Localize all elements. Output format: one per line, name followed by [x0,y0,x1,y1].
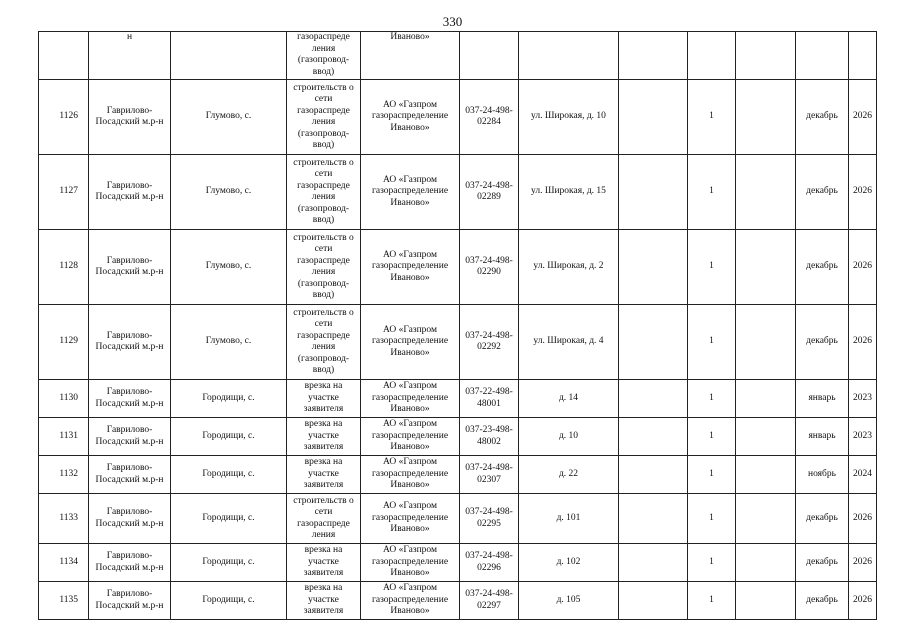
cell-code: 037-23-498-48002 [460,418,519,456]
cell-empty [736,305,796,380]
cell-month: декабрь [796,305,849,380]
cell-empty [619,544,688,582]
cell-address: д. 105 [519,582,619,620]
cell-empty [619,582,688,620]
cell-count [688,32,736,80]
cell-type: врезка на участке заявителя [287,544,361,582]
table-row-continuation [39,32,877,80]
cell-address: д. 10 [519,418,619,456]
cell-num: 1126 [39,80,89,155]
cell-type: врезка на участке заявителя [287,456,361,494]
cell-year: 2023 [849,418,877,456]
cell-count: 1 [688,380,736,418]
cell-org: АО «Газпром газораспределение Иваново» [361,305,460,380]
cell-code: 037-24-498-02296 [460,544,519,582]
cell-district: Гаврилово-Посадский м.р-н [89,80,171,155]
cell-empty [736,418,796,456]
cell-empty [619,155,688,230]
cell-settlement: Городищи, с. [171,494,287,544]
cell-org: АО «Газпром газораспределение Иваново» [361,582,460,620]
cell-code: 037-22-498-48001 [460,380,519,418]
table-row [39,456,877,494]
cell-district: Гаврилово-Посадский м.р-н [89,230,171,305]
cell-code [460,32,519,80]
cell-address: ул. Широкая, д. 15 [519,155,619,230]
cell-empty [736,582,796,620]
cell-org: Иваново» [361,32,460,80]
cell-settlement: Глумово, с. [171,305,287,380]
cell-district: Гаврилово-Посадский м.р-н [89,155,171,230]
table-row [39,155,877,230]
cell-settlement [171,32,287,80]
cell-month: январь [796,418,849,456]
cell-code: 037-24-498-02290 [460,230,519,305]
registry-table [38,31,877,620]
cell-code: 037-24-498-02284 [460,80,519,155]
cell-empty [736,456,796,494]
cell-address: ул. Широкая, д. 10 [519,80,619,155]
cell-empty [736,230,796,305]
cell-empty [619,380,688,418]
cell-address: д. 14 [519,380,619,418]
cell-month: январь [796,380,849,418]
cell-address [519,32,619,80]
cell-org: АО «Газпром газораспределение Иваново» [361,544,460,582]
cell-empty [619,418,688,456]
cell-year: 2026 [849,80,877,155]
cell-num: 1130 [39,380,89,418]
cell-count: 1 [688,456,736,494]
cell-settlement: Городищи, с. [171,418,287,456]
cell-empty [619,230,688,305]
cell-address: д. 102 [519,544,619,582]
cell-settlement: Глумово, с. [171,155,287,230]
cell-org: АО «Газпром газораспределение Иваново» [361,80,460,155]
cell-org: АО «Газпром газораспределение Иваново» [361,230,460,305]
cell-code: 037-24-498-02295 [460,494,519,544]
cell-year [849,32,877,80]
table-row [39,230,877,305]
cell-district: Гаврилово-Посадский м.р-н [89,582,171,620]
cell-month: декабрь [796,80,849,155]
cell-empty [619,32,688,80]
cell-settlement: Городищи, с. [171,380,287,418]
cell-count: 1 [688,494,736,544]
cell-type: врезка на участке заявителя [287,582,361,620]
cell-empty [736,380,796,418]
cell-empty [736,155,796,230]
cell-year: 2026 [849,582,877,620]
cell-month: декабрь [796,155,849,230]
cell-count: 1 [688,230,736,305]
table-row [39,380,877,418]
cell-type: газораспреде ления (газопровод- ввод) [287,32,361,80]
table-row [39,80,877,155]
cell-num: 1134 [39,544,89,582]
cell-settlement: Городищи, с. [171,544,287,582]
cell-empty [619,80,688,155]
cell-year: 2026 [849,230,877,305]
cell-count: 1 [688,155,736,230]
cell-year: 2026 [849,544,877,582]
cell-type: строительств о сети газораспреде ления (газопровод- ввод) [287,155,361,230]
cell-num: 1132 [39,456,89,494]
cell-code: 037-24-498-02289 [460,155,519,230]
cell-month: декабрь [796,494,849,544]
cell-num: 1127 [39,155,89,230]
cell-year: 2026 [849,305,877,380]
cell-address: д. 101 [519,494,619,544]
cell-address: ул. Широкая, д. 2 [519,230,619,305]
cell-empty [736,544,796,582]
cell-empty [619,494,688,544]
cell-type: строительств о сети газораспреде ления [287,494,361,544]
cell-empty [736,494,796,544]
cell-org: АО «Газпром газораспределение Иваново» [361,155,460,230]
cell-settlement: Глумово, с. [171,80,287,155]
cell-type: врезка на участке заявителя [287,418,361,456]
cell-empty [736,80,796,155]
cell-year: 2026 [849,155,877,230]
cell-org: АО «Газпром газораспределение Иваново» [361,494,460,544]
cell-district: Гаврилово-Посадский м.р-н [89,418,171,456]
cell-year: 2023 [849,380,877,418]
cell-address: д. 22 [519,456,619,494]
cell-district: Гаврилово-Посадский м.р-н [89,305,171,380]
cell-count: 1 [688,80,736,155]
cell-count: 1 [688,582,736,620]
cell-address: ул. Широкая, д. 4 [519,305,619,380]
cell-type: строительств о сети газораспреде ления (газопровод- ввод) [287,230,361,305]
cell-num: 1133 [39,494,89,544]
cell-settlement: Городищи, с. [171,582,287,620]
cell-district: Гаврилово-Посадский м.р-н [89,380,171,418]
cell-code: 037-24-498-02292 [460,305,519,380]
cell-num [39,32,89,80]
cell-code: 037-24-498-02297 [460,582,519,620]
cell-year: 2026 [849,494,877,544]
cell-settlement: Глумово, с. [171,230,287,305]
table-row [39,582,877,620]
cell-district: Гаврилово-Посадский м.р-н [89,544,171,582]
table-row [39,305,877,380]
cell-district: Гаврилово-Посадский м.р-н [89,494,171,544]
cell-month: ноябрь [796,456,849,494]
cell-empty [619,305,688,380]
cell-org: АО «Газпром газораспределение Иваново» [361,380,460,418]
cell-district: Гаврилово-Посадский м.р-н [89,456,171,494]
cell-count: 1 [688,305,736,380]
cell-month: декабрь [796,230,849,305]
cell-num: 1128 [39,230,89,305]
page-number: 330 [442,14,463,29]
cell-type: строительств о сети газораспреде ления (газопровод- ввод) [287,80,361,155]
cell-org: АО «Газпром газораспределение Иваново» [361,418,460,456]
cell-org: АО «Газпром газораспределение Иваново» [361,456,460,494]
cell-empty [736,32,796,80]
cell-num: 1135 [39,582,89,620]
cell-month: декабрь [796,582,849,620]
table-row [39,544,877,582]
cell-count: 1 [688,418,736,456]
cell-count: 1 [688,544,736,582]
cell-num: 1131 [39,418,89,456]
cell-type: врезка на участке заявителя [287,380,361,418]
cell-year: 2024 [849,456,877,494]
cell-district: н [89,32,171,80]
cell-empty [619,456,688,494]
cell-code: 037-24-498-02307 [460,456,519,494]
cell-month [796,32,849,80]
cell-settlement: Городищи, с. [171,456,287,494]
cell-month: декабрь [796,544,849,582]
table-row [39,494,877,544]
cell-num: 1129 [39,305,89,380]
table-row [39,418,877,456]
cell-type: строительств о сети газораспреде ления (газопровод- ввод) [287,305,361,380]
